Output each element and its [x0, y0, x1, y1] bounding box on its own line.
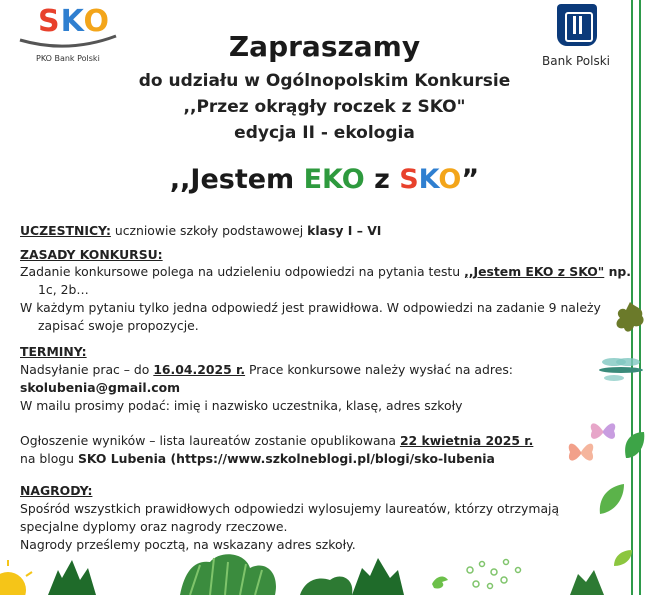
terminy-results-date: 22 kwietnia 2025 r.	[399, 433, 534, 448]
header-line-1: do udziału w Ogólnopolskim Konkursie	[138, 71, 511, 91]
slogan	[0, 164, 649, 195]
zasady-heading: ZASADY KONKURSU:	[20, 247, 163, 262]
green-leaf-icon	[622, 430, 646, 460]
zasady-text-1: Zadanie konkursowe polega na udzieleniu odpowiedzi na pytania testu	[20, 264, 465, 279]
zasady-line-3: W każdym pytaniu tylko jedna odpowiedź jest prawidłowa. W odpowiedzi na zadanie 9 należy	[20, 300, 601, 315]
header-line-3: edycja II - ekologia	[234, 123, 415, 143]
dragonfly-icon	[596, 352, 646, 388]
terminy-text-1: Nadsyłanie prac – do	[20, 362, 154, 377]
zasady-line-4: zapisać swoje propozycje.	[38, 318, 199, 333]
uczestnicy-classes: klasy I – VI	[307, 223, 382, 238]
zasady-tail: np.	[604, 264, 631, 279]
terminy-line-4	[20, 432, 533, 449]
leaf-icon	[596, 482, 626, 516]
zasady-test-name: ,,Jestem EKO z SKO"	[464, 264, 605, 279]
nagrody-line-2: specjalne dyplomy oraz nagrody rzeczowe.	[20, 519, 288, 534]
uczestnicy-line	[20, 222, 381, 239]
terminy-line-5	[20, 450, 495, 467]
nagrody-line-1: Spośród wszystkich prawidłowych odpowiedzi wylosujemy laureatów, którzy otrzymają	[20, 501, 560, 516]
slogan-suffix: ”	[461, 164, 480, 195]
slogan-s: S	[399, 164, 419, 195]
sko-logo-s: S	[38, 4, 61, 39]
terminy-text-4: Ogłoszenie wyników – lista laureatów zostanie opublikowana	[20, 433, 400, 448]
butterfly-orange-icon	[566, 438, 596, 466]
terminy-line-1	[20, 361, 513, 378]
sko-logo-subtitle: PKO Bank Polski	[36, 54, 100, 63]
terminy-deadline: 16.04.2025 r.	[153, 362, 246, 377]
uczestnicy-heading: UCZESTNICY:	[20, 223, 111, 238]
uczestnicy-text: uczniowie szkoły podstawowej	[110, 223, 308, 238]
contact-email[interactable]: skolubenia@gmail.com	[20, 380, 181, 395]
sko-logo-k: K	[60, 4, 84, 39]
slogan-eko: EKO	[303, 164, 365, 195]
slogan-o: O	[438, 164, 462, 195]
oak-leaf-icon	[612, 300, 648, 336]
nagrody-line-3: Nagrody prześlemy pocztą, na wskazany adres szkoły.	[20, 537, 356, 552]
terminy-heading: TERMINY:	[20, 344, 87, 359]
nagrody-heading-line	[20, 482, 92, 499]
nature-footer-decoration	[0, 540, 649, 595]
terminy-heading-line	[20, 343, 87, 360]
slogan-prefix: ,,Jestem	[169, 164, 304, 195]
page-title: Zapraszamy	[228, 30, 421, 63]
terminy-line-3: W mailu prosimy podać: imię i nazwisko uczestnika, klasę, adres szkoły	[20, 398, 463, 413]
blog-link[interactable]: SKO Lubenia (https://www.szkolneblogi.pl/blogi/sko-lubenia	[77, 451, 495, 466]
pko-logo-label: Bank Polski	[542, 54, 610, 68]
slogan-k: K	[418, 164, 439, 195]
zasady-heading-line	[20, 246, 163, 263]
slogan-mid: z	[364, 164, 400, 195]
terminy-text-5: na blogu	[20, 451, 78, 466]
header-line-2: ,,Przez okrągły roczek z SKO"	[183, 97, 466, 117]
zasady-line-1	[20, 263, 631, 280]
sko-logo-o: O	[83, 4, 111, 39]
nagrody-heading: NAGRODY:	[20, 483, 93, 498]
terminy-tail: Prace konkursowe należy wysłać na adres:	[245, 362, 513, 377]
zasady-line-2: 1c, 2b…	[38, 282, 89, 297]
